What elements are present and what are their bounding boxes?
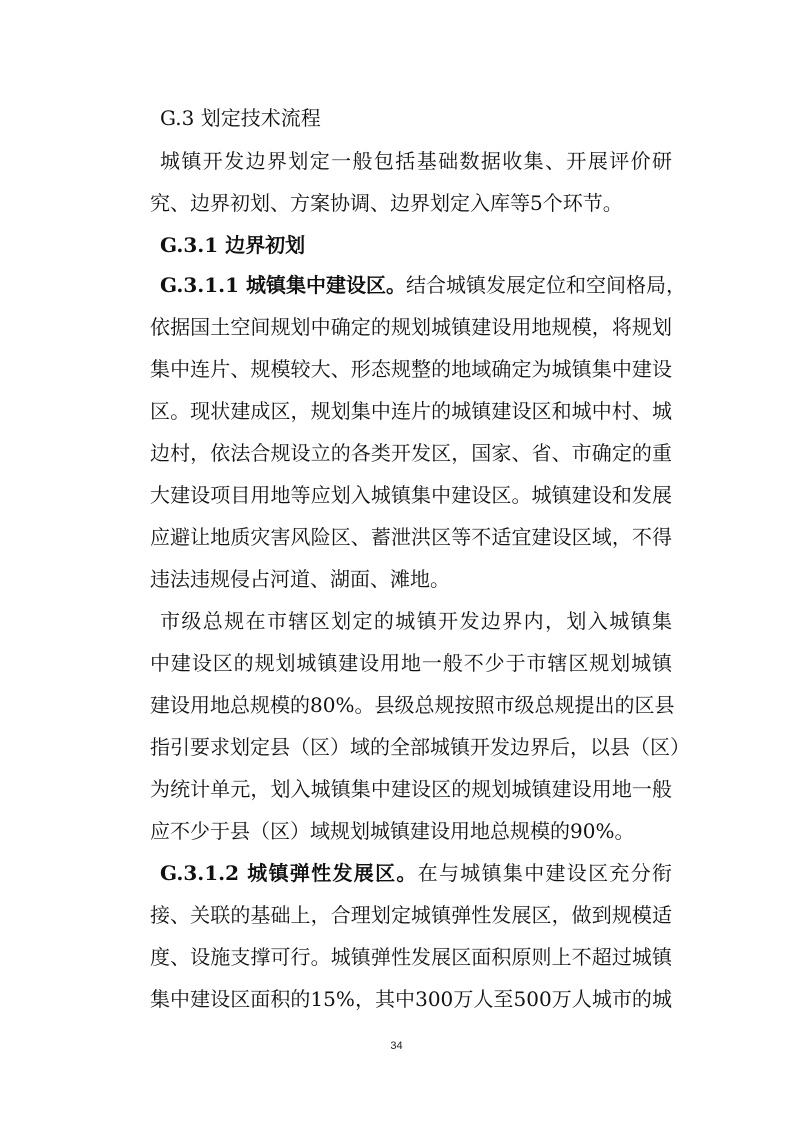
section-heading-g31: G.3.1 边界初划 — [160, 233, 306, 257]
paragraph-line: 依据国土空间规划中确定的规划城镇建设用地规模，将规划 — [150, 315, 672, 339]
paragraph-line-g312-first — [160, 860, 672, 886]
paragraph-line: 城镇开发边界划定一般包括基础数据收集、开展评价研 — [160, 149, 672, 173]
paragraph-line: 接、关联的基础上，合理划定城镇弹性发展区，做到规模适 — [150, 903, 672, 927]
paragraph-line: 建设用地总规模的80%。县级总规按照市级总规提出的区县 — [150, 693, 675, 717]
paragraph-line: 度、设施支撑可行。城镇弹性发展区面积原则上不超过城镇 — [150, 945, 672, 969]
paragraph-line: 究、边界初划、方案协调、边界划定入库等5个环节。 — [150, 191, 623, 215]
paragraph-line: 违法违规侵占河道、湖面、滩地。 — [150, 567, 450, 591]
paragraph-line: 边村，依法合规设立的各类开发区，国家、省、市确定的重 — [150, 441, 672, 465]
clause-label-g311: G.3.1.1 城镇集中建设区。 — [160, 273, 406, 297]
paragraph-line: 集中建设区面积的15%，其中300万人至500万人城市的城 — [150, 987, 672, 1011]
clause-text: 在与城镇集中建设区充分衔 — [417, 861, 673, 885]
paragraph-line: 应不少于县（区）域规划城镇建设用地总规模的90%。 — [150, 819, 635, 843]
paragraph-line: 指引要求划定县（区）域的全部城镇开发边界后，以县（区） — [150, 735, 690, 759]
paragraph-line: 应避让地质灾害风险区、蓄泄洪区等不适宜建设区域，不得 — [150, 525, 672, 549]
page-number: 34 — [390, 1040, 403, 1052]
paragraph-line: 中建设区的规划城镇建设用地一般不少于市辖区规划城镇 — [150, 651, 672, 675]
section-heading-g3: G.3 划定技术流程 — [160, 106, 321, 130]
paragraph-line: 大建设项目用地等应划入城镇集中建设区。城镇建设和发展 — [150, 483, 672, 507]
paragraph-line: 为统计单元，划入城镇集中建设区的规划城镇建设用地一般 — [150, 777, 672, 801]
paragraph-line: 区。现状建成区，规划集中连片的城镇建设区和城中村、城 — [150, 399, 672, 423]
clause-text: 结合城镇发展定位和空间格局， — [405, 273, 686, 297]
paragraph-line: 集中连片、规模较大、形态规整的地域确定为城镇集中建设 — [150, 357, 672, 381]
clause-label-g312: G.3.1.2 城镇弹性发展区。 — [160, 861, 418, 885]
paragraph-line-g311-first — [160, 272, 686, 298]
paragraph-line: 市级总规在市辖区划定的城镇开发边界内，划入城镇集 — [160, 609, 672, 633]
